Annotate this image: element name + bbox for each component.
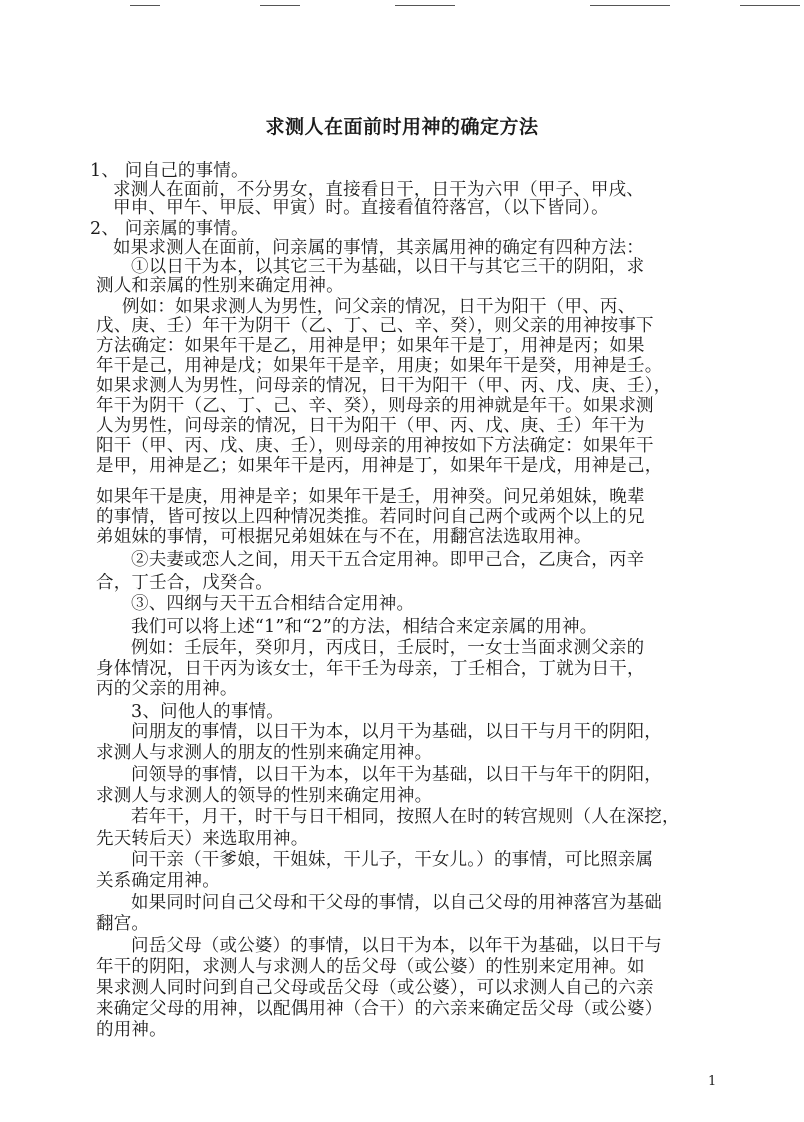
text-line: 年干是己，用神是戊；如果年干是辛，用庚；如果年干是癸，用神是壬。 — [96, 356, 663, 376]
text-line: 3、问他人的事情。 — [131, 702, 284, 722]
text-line: 丙的父亲的用神。 — [96, 679, 238, 699]
text-line: 甲申、甲午、甲辰、甲寅）时。直接看值符落宫，（以下皆同）。 — [113, 198, 609, 218]
text-line: 年干的阴阳，求测人与求测人的岳父母（或公婆）的性别来定用神。如 — [96, 957, 645, 977]
text-line: 求测人与求测人的领导的性别来确定用神。 — [96, 786, 433, 806]
text-line: 的事情，皆可按以上四种情况类推。若同时问自己两个或两个以上的兄 — [96, 507, 645, 527]
text-line: 例如：如果求测人为男性，问父亲的情况，日干为阳干（甲、丙、 — [122, 297, 636, 317]
text-line: ②夫妻或恋人之间，用天干五合定用神。即甲己合，乙庚合，丙辛 — [131, 550, 645, 570]
text-line: 如果求测人在面前，问亲属的事情，其亲属用神的确定有四种方法： — [113, 238, 644, 258]
text-line: 弟姐妹的事情，可根据兄弟姐妹在与不在，用翻宫法选取用神。 — [96, 527, 592, 547]
scan-border-line — [590, 5, 670, 6]
text-line: 问岳父母（或公婆）的事情，以日干为本，以年干为基础，以日干与 — [131, 936, 662, 956]
page-title: 求测人在面前时用神的确定方法 — [265, 116, 539, 138]
text-line: 的用神。 — [96, 1020, 167, 1040]
text-line: 年干为阴干（乙、丁、己、辛、癸），则母亲的用神就是年干。如果求测 — [96, 396, 654, 416]
text-line: 求测人与求测人的朋友的性别来确定用神。 — [96, 743, 433, 763]
text-line: 如果年干是庚，用神是辛；如果年干是壬，用神癸。问兄弟姐妹，晚辈 — [96, 487, 645, 507]
text-line: 问朋友的事情，以日干为本，以月干为基础，以日干与月干的阴阳， — [131, 722, 662, 742]
text-line: 先天转后天）来选取用神。 — [96, 829, 309, 849]
text-line: 戊、庚、壬）年干为阴干（乙、丁、己、辛、癸），则父亲的用神按事下 — [96, 316, 654, 336]
text-line: ①以日干为本，以其它三干为基础，以日干与其它三干的阴阳，求 — [131, 257, 645, 277]
text-line: 例如：壬辰年，癸卯月，丙戌日，壬辰时，一女士当面求测父亲的 — [131, 638, 645, 658]
text-line: 如果同时问自己父母和干父母的事情，以自己父母的用神落宫为基础 — [131, 893, 662, 913]
text-line: 如果求测人为男性，问母亲的情况，日干为阳干（甲、丙、戊、庚、壬）， — [96, 376, 672, 396]
text-line: 求测人在面前，不分男女，直接看日干，日干为六甲（甲子、甲戌、 — [113, 180, 644, 200]
scan-border-line — [740, 5, 800, 6]
text-line: 阳干（甲、丙、戊、庚、壬），则母亲的用神按如下方法确定：如果年干 — [96, 436, 654, 456]
text-line: 我们可以将上述“1”和“2”的方法，相结合来定亲属的用神。 — [131, 617, 598, 637]
scan-border-line — [395, 5, 455, 6]
text-line: 测人和亲属的性别来确定用神。 — [96, 276, 344, 296]
text-line: 人为男性，问母亲的情况，日干为阳干（甲、丙、戊、庚、壬）年干为 — [96, 416, 645, 436]
text-line: 合，丁壬合，戊癸合。 — [96, 573, 273, 593]
text-line: 果求测人同时问到自己父母或岳父母（或公婆），可以求测人自己的六亲 — [96, 978, 654, 998]
text-line: 问领导的事情，以日干为本，以年干为基础，以日干与年干的阴阳， — [131, 765, 662, 785]
text-line: 1、 问自己的事情。 — [90, 161, 249, 181]
text-line: 关系确定用神。 — [96, 871, 220, 891]
text-line: 方法确定：如果年干是乙，用神是甲；如果年干是丁，用神是丙；如果 — [96, 336, 645, 356]
text-line: 若年干，月干，时干与日干相同，按照人在时的转宫规则（人在深挖， — [131, 807, 680, 827]
text-line: 翻宫。 — [96, 914, 150, 934]
scan-border-line — [130, 5, 160, 6]
text-line: 身体情况，日干丙为该女士，年干壬为母亲，丁壬相合，丁就为日干， — [96, 659, 645, 679]
page-number: 1 — [708, 1074, 717, 1089]
text-line: 来确定父母的用神，以配偶用神（合干）的六亲来确定岳父母（或公婆） — [96, 999, 663, 1019]
scan-border-line — [260, 5, 300, 6]
text-line: 2、 问亲属的事情。 — [90, 219, 249, 239]
text-line: 是甲，用神是乙；如果年干是丙，用神是丁，如果年干是戊，用神是己， — [96, 456, 663, 476]
text-line: ③、四纲与天干五合相结合定用神。 — [131, 594, 415, 614]
text-line: 问干亲（干爹娘，干姐妹，干儿子，干女儿。）的事情，可比照亲属 — [131, 850, 654, 870]
